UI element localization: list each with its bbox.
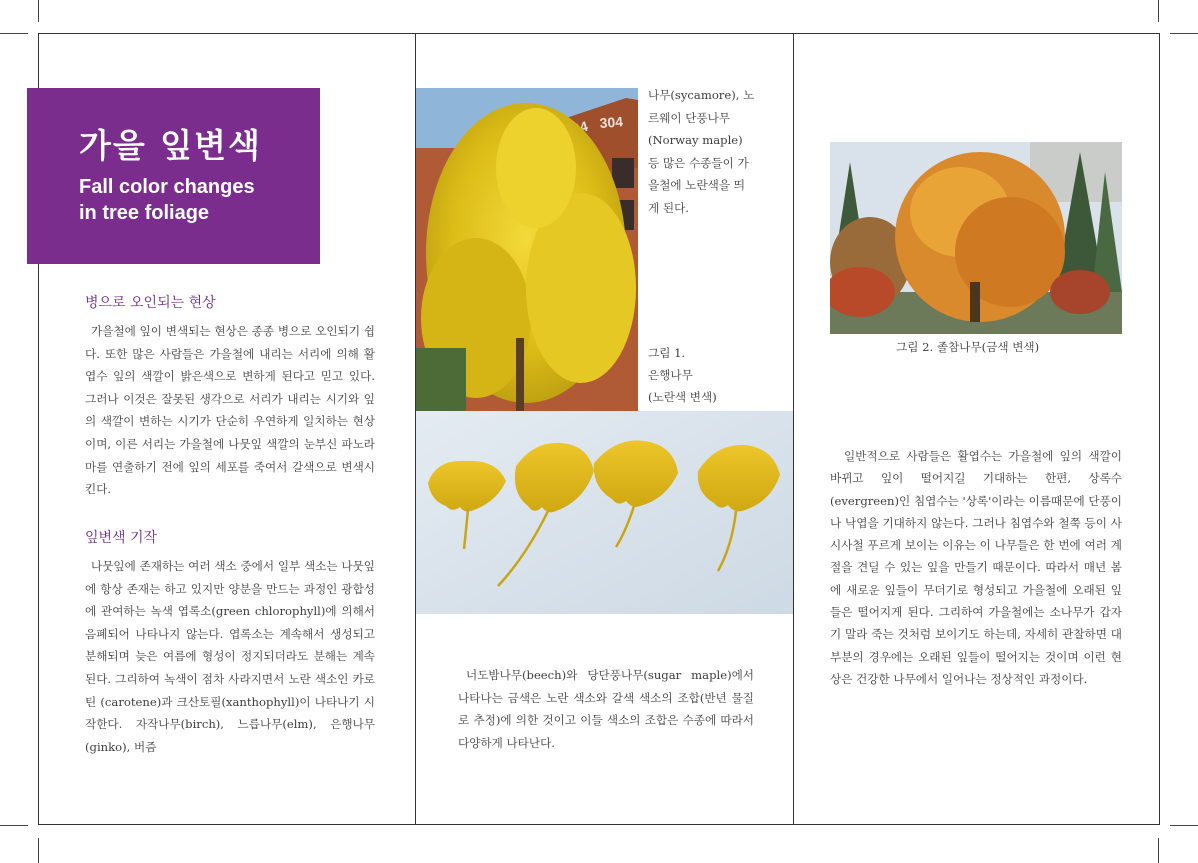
crop-mark (38, 0, 39, 22)
section1-heading: 병으로 오인되는 현상 (85, 295, 216, 311)
figure1-caption-line1: 그림 1. (648, 346, 686, 360)
crop-mark (0, 33, 28, 34)
crop-mark (38, 838, 39, 863)
section1-paragraph: 가을철에 잎이 변색되는 현상은 종종 병으로 오인되기 쉽다. 또한 많은 사람들은 가을철에 내리는 서리에 의해 활엽수 잎의 색깔이 밝은색으로 변하게 된다고 믿고 있다. 그러나 이것은 잘못된 생각으로 서리가 내리는 시기와 잎의 색깔이 변하는 시기가 단순히 우연하게 일치하는 현상이며, 이른 서리는 가을철에 나뭇잎 색깔의 눈부신 파노라마를 연출하기 전에 잎의 세포를 죽여서 갈색으로 변색시킨다. (85, 324, 375, 497)
ginkgo-tree-photo (416, 88, 638, 411)
title-english-line1: Fall color changes (79, 176, 255, 198)
building-sign-right: 304 (599, 113, 624, 131)
column2-bottom-paragraph: 너도밤나무(beech)와 당단풍나무(sugar maple)에서 나타나는 금색은 노란 색소와 갈색 색소의 조합(반년 물질로 추정)에 의한 것이고 이들 색소의 조합은 수종에 따라서 다양하게 나타난다. (458, 668, 754, 750)
title-korean: 가을 잎변색 (79, 126, 262, 165)
figure1-caption-line2: 은행나무 (648, 368, 693, 382)
section2-paragraph: 나뭇잎에 존재하는 여러 색소 중에서 일부 색소는 나뭇잎에 항상 존재는 하고 있지만 양분을 만드는 과정인 광합성에 관여하는 녹색 엽록소(green chlorophyll)에 의해서 음폐되어 나타나지 않는다. 엽록소는 계속해서 생성되고 분해되며 늦은 여름에 형성이 정지되더라도 분해는 계속된다. 그리하여 녹색이 점차 사라지면서 노란 색소인 카로틴 (carotene)과 크산토필(xanthophyll)이 나타나기 시작한다. 자작나무(birch), 느릅나무(elm), 은행나무(ginko), 버즘 (85, 559, 375, 754)
crop-mark (0, 825, 28, 826)
column3-paragraph: 일반적으로 사람들은 활엽수는 가을철에 잎의 색깔이 바뀌고 잎이 떨어지길 기대하는 한편, 상록수(evergreen)인 침엽수는 '상록'이라는 이름때문에 단풍이나 낙엽을 기대하지 않는다. 그러나 침엽수와 철쭉 등이 사시사철 푸르게 보이는 이유는 이 나무들은 한 번에 여러 계절을 견딜 수 있는 잎을 만들기 때문이다. 따라서 매년 봄에 새로운 잎들이 무더기로 형성되고 가을철에 오래된 잎들은 떨어지게 된다. 그리하여 가을철에는 소나무가 갑자기 말라 죽는 것처럼 보이기도 하는데, 자세히 관찰하면 대부분의 경우에는 오래된 잎들이 떨어지는 것이며 이런 현상은 건강한 나무에서 일어나는 정상적인 과정이다. (830, 449, 1122, 686)
oak-tree-photo (830, 142, 1122, 334)
crop-mark (1158, 838, 1159, 863)
crop-mark (1170, 33, 1198, 34)
crop-mark (1158, 0, 1159, 22)
ginkgo-leaves-photo (416, 411, 793, 614)
figure2-caption: 그림 2. 졸참나무(금색 변색) (896, 340, 1040, 354)
section2-heading: 잎변색 기작 (85, 530, 158, 546)
figure1-caption-line3: (노란색 변색) (648, 390, 717, 404)
column2-side-text: 나무(sycamore), 노르웨이 단풍나무 (Norway maple) 등 많은 수종들이 가을철에 노란색을 띄게 된다. (648, 88, 755, 215)
column-divider (793, 33, 794, 825)
crop-mark (1170, 825, 1198, 826)
title-box (27, 88, 320, 264)
title-english-line2: in tree foliage (79, 202, 210, 224)
